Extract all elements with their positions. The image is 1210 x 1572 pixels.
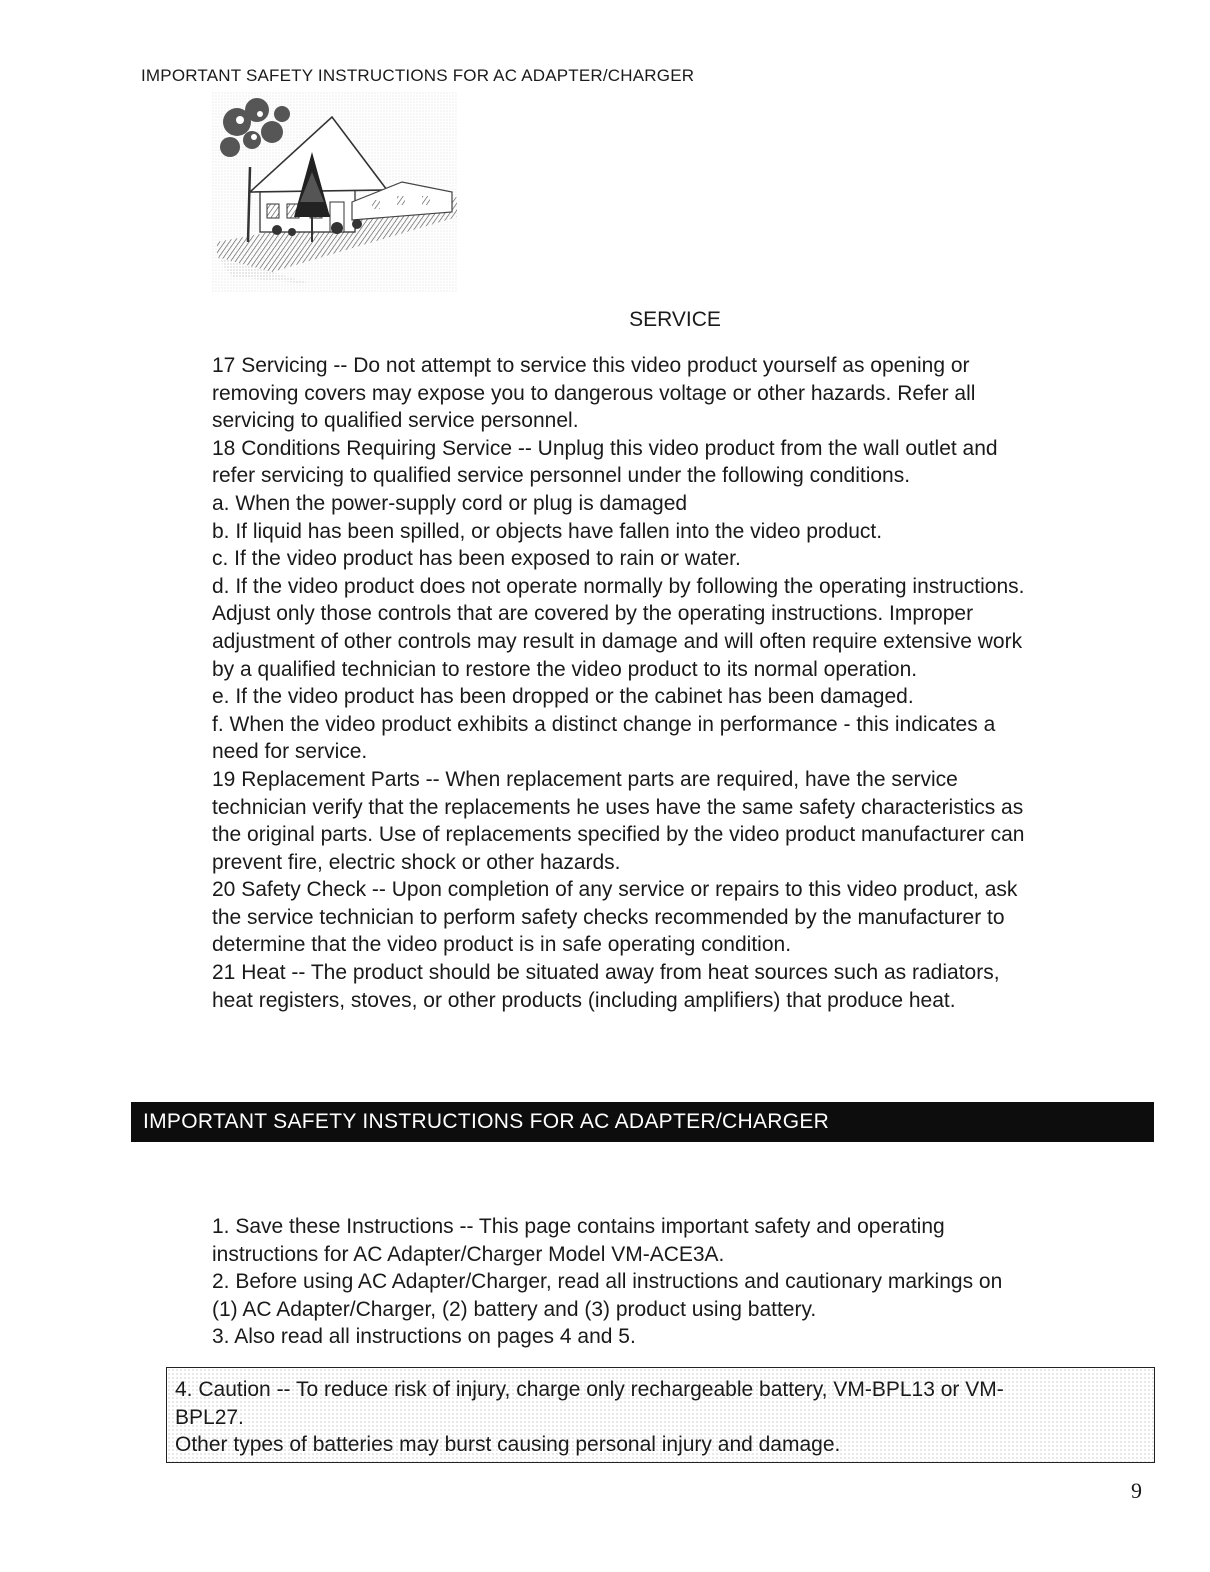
- service-line: 19 Replacement Parts -- When replacement parts are required, have the service: [212, 767, 958, 791]
- service-line: 21 Heat -- The product should be situated away from heat sources such as radiators,: [212, 961, 1000, 985]
- service-line: removing covers may expose you to dangerous voltage or other hazards. Refer all: [212, 381, 976, 405]
- service-line: by a qualified technician to restore the video product to its normal operation.: [212, 657, 918, 681]
- service-line: the original parts. Use of replacements specified by the video product manufacturer can: [212, 823, 1025, 847]
- caution-line: BPL27.: [175, 1405, 244, 1429]
- service-line: adjustment of other controls may result in damage and will often require extensive work: [212, 629, 1023, 653]
- service-line: f. When the video product exhibits a distinct change in performance - this indicates a: [212, 712, 996, 736]
- ac-adapter-instructions: [212, 1213, 1162, 1351]
- service-line: e. If the video product has been dropped or the cabinet has been damaged.: [212, 685, 914, 709]
- caution-box: [166, 1367, 1155, 1463]
- service-line: 20 Safety Check -- Upon completion of any service or repairs to this video product, ask: [212, 878, 1018, 902]
- ac-adapter-banner: [131, 1102, 1154, 1142]
- ac-adapter-banner-title: IMPORTANT SAFETY INSTRUCTIONS FOR AC ADAPTER/CHARGER: [143, 1110, 830, 1133]
- running-header: IMPORTANT SAFETY INSTRUCTIONS FOR AC ADAPTER/CHARGER: [141, 66, 695, 85]
- house-illustration: [212, 92, 457, 292]
- service-line: need for service.: [212, 740, 368, 764]
- ac-line: instructions for AC Adapter/Charger Model VM-ACE3A.: [212, 1242, 725, 1266]
- service-line: 17 Servicing -- Do not attempt to service this video product yourself as opening or: [212, 354, 970, 377]
- service-line: the service technician to perform safety checks recommended by the manufacturer to: [212, 905, 1005, 929]
- service-line: d. If the video product does not operate normally by following the operating instructions.: [212, 574, 1025, 598]
- ac-line: (1) AC Adapter/Charger, (2) battery and (3) product using battery.: [212, 1297, 817, 1321]
- service-line: c. If the video product has been exposed to rain or water.: [212, 547, 741, 571]
- service-line: 18 Conditions Requiring Service -- Unplug this video product from the wall outlet and: [212, 436, 998, 460]
- service-line: servicing to qualified service personnel.: [212, 409, 579, 433]
- service-line: prevent fire, electric shock or other hazards.: [212, 850, 621, 874]
- ac-line: 3. Also read all instructions on pages 4 and 5.: [212, 1325, 636, 1349]
- service-title: SERVICE: [629, 308, 721, 331]
- ac-line: 1. Save these Instructions -- This page contains important safety and operating: [212, 1215, 945, 1238]
- service-line: technician verify that the replacements he uses have the same safety characteristics as: [212, 795, 1024, 819]
- service-line: determine that the video product is in safe operating condition.: [212, 933, 792, 957]
- service-line: heat registers, stoves, or other products (including amplifiers) that produce heat.: [212, 988, 956, 1012]
- caution-line: Other types of batteries may burst causing personal injury and damage.: [175, 1433, 841, 1457]
- service-body: [212, 352, 1162, 1014]
- service-line: a. When the power-supply cord or plug is damaged: [212, 491, 688, 515]
- service-line: b. If liquid has been spilled, or objects have fallen into the video product.: [212, 519, 883, 543]
- ac-line: 2. Before using AC Adapter/Charger, read all instructions and cautionary markings on: [212, 1270, 1003, 1294]
- service-line: refer servicing to qualified service personnel under the following conditions.: [212, 464, 911, 488]
- caution-line: 4. Caution -- To reduce risk of injury, charge only rechargeable battery, VM-BPL13 or VM-: [175, 1378, 1004, 1401]
- service-line: Adjust only those controls that are covered by the operating instructions. Improper: [212, 602, 974, 626]
- page-number: 9: [1131, 1478, 1142, 1503]
